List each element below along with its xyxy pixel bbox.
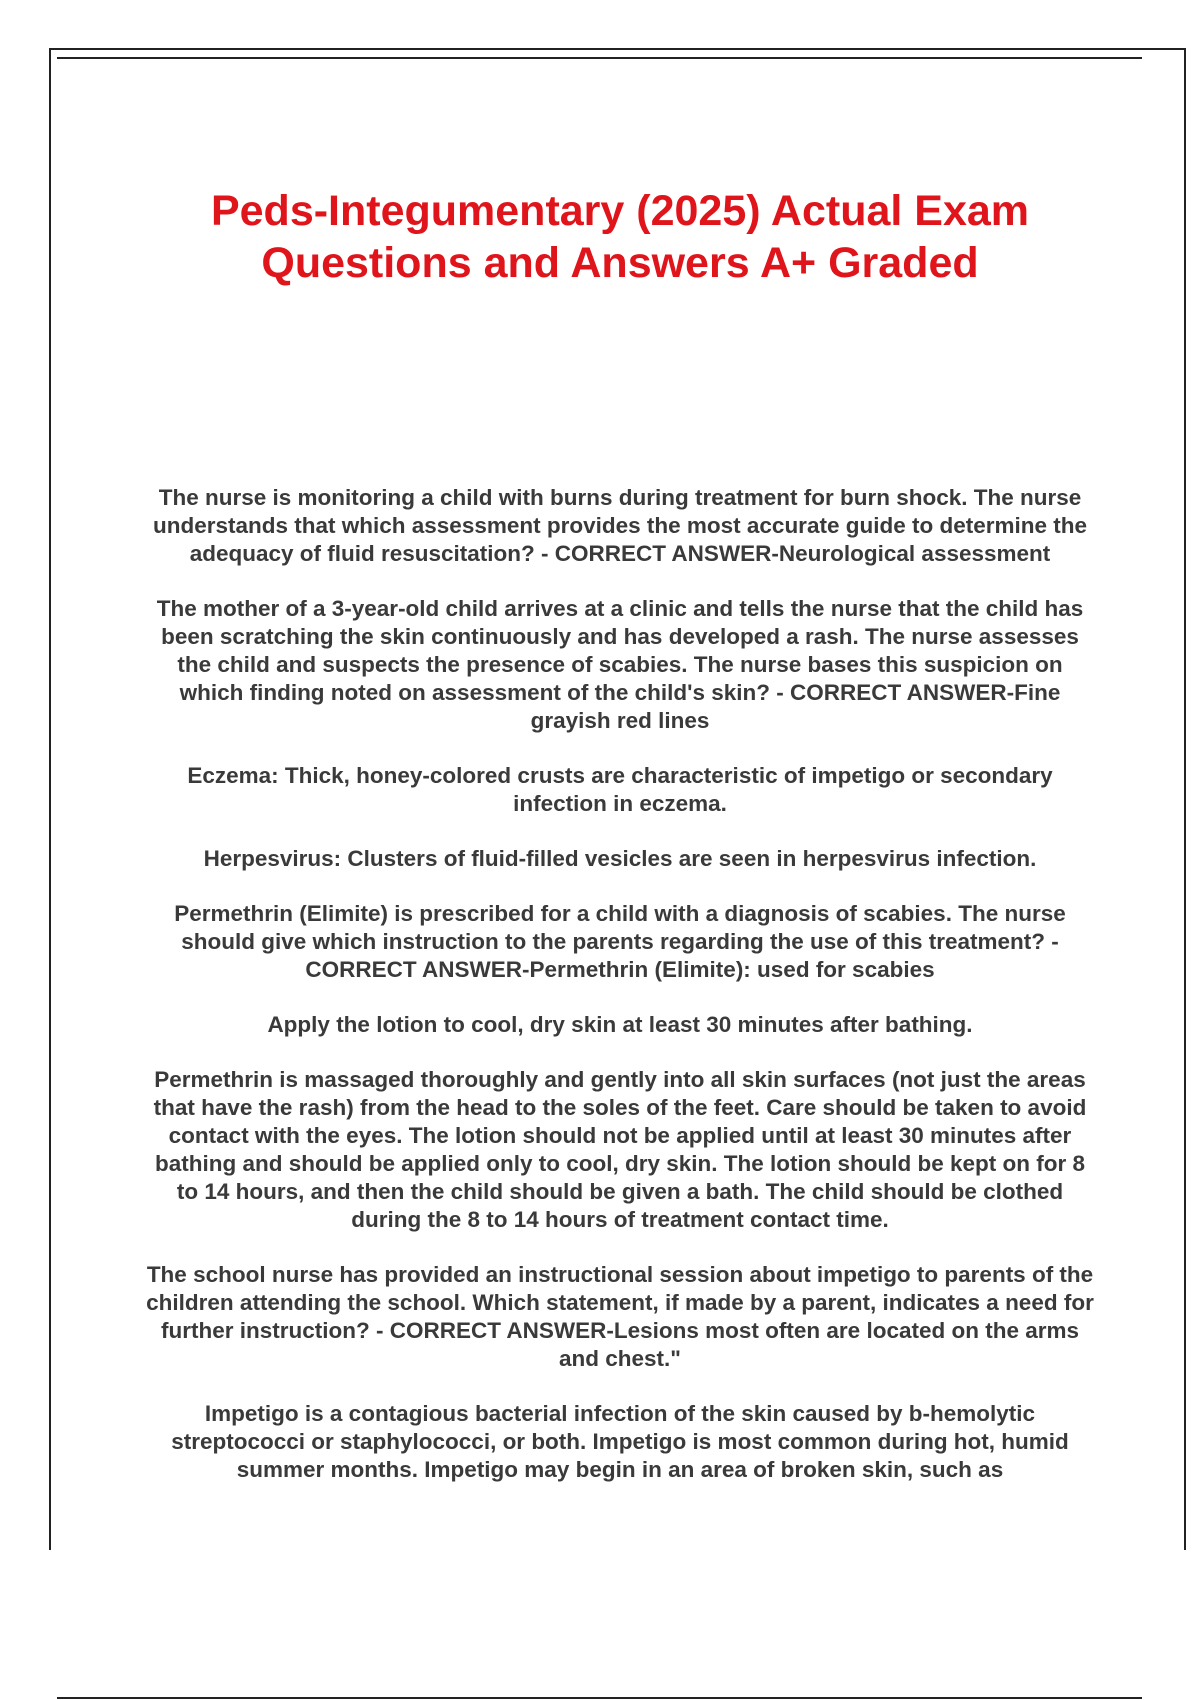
paragraph-scabies-question: The mother of a 3-year-old child arrives at a clinic and tells the nurse that the child has been scratching the skin continuously and has developed a rash. The nurse assesses the child and suspects the presence of scabies. The nurse bases this suspicion on which finding noted on assessment of the child's skin? - CORRECT ANSWER-Fine grayish red lines bbox=[156, 596, 1084, 733]
paragraph-permethrin-question: Permethrin (Elimite) is prescribed for a child with a diagnosis of scabies. The nurse should give which instruction to the parents regarding the use of this treatment? - CORRECT ANSWER-Permethrin (Elimite): used for scabies bbox=[174, 901, 1066, 982]
paragraph-impetigo-description: Impetigo is a contagious bacterial infection of the skin caused by b-hemolytic streptococci or staphylococci, or both. Impetigo is most common during hot, humid summer months. Impetigo may begin in an area of broken skin, such as bbox=[171, 1401, 1069, 1482]
paragraph-eczema-note: Eczema: Thick, honey-colored crusts are characteristic of impetigo or secondary infection in eczema. bbox=[187, 763, 1053, 816]
paragraph-herpesvirus-note: Herpesvirus: Clusters of fluid-filled vesicles are seen in herpesvirus infection. bbox=[203, 846, 1037, 871]
bottom-rule bbox=[57, 1697, 1142, 1699]
document-title-line-2: Questions and Answers A+ Graded bbox=[261, 239, 979, 287]
paragraph-apply-lotion: Apply the lotion to cool, dry skin at least 30 minutes after bathing. bbox=[267, 1012, 973, 1037]
document-title bbox=[100, 185, 1140, 289]
document-body bbox=[145, 484, 1095, 1511]
paragraph-permethrin-instructions: Permethrin is massaged thoroughly and gently into all skin surfaces (not just the areas that have the rash) from the head to the soles of the feet. Care should be taken to avoid contact with the eyes. The lotion should not be applied until at least 30 minutes after bathing and should be applied only to cool, dry skin. The lotion should be kept on for 8 to 14 hours, and then the child should be given a bath. The child should be clothed during the 8 to 14 hours of treatment contact time. bbox=[153, 1067, 1087, 1232]
paragraph-impetigo-question: The school nurse has provided an instructional session about impetigo to parents of the children attending the school. Which statement, if made by a parent, indicates a need for further instruction? - CORRECT ANSWER-Lesions most often are located on the arms and chest." bbox=[146, 1262, 1094, 1371]
paragraph-burn-shock-question: The nurse is monitoring a child with burns during treatment for burn shock. The nurse understands that which assessment provides the most accurate guide to determine the adequacy of fluid resuscitation? - CORRECT ANSWER-Neurological assessment bbox=[153, 485, 1087, 566]
document-title-line-1: Peds-Integumentary (2025) Actual Exam bbox=[210, 187, 1030, 235]
top-rule bbox=[57, 57, 1142, 59]
